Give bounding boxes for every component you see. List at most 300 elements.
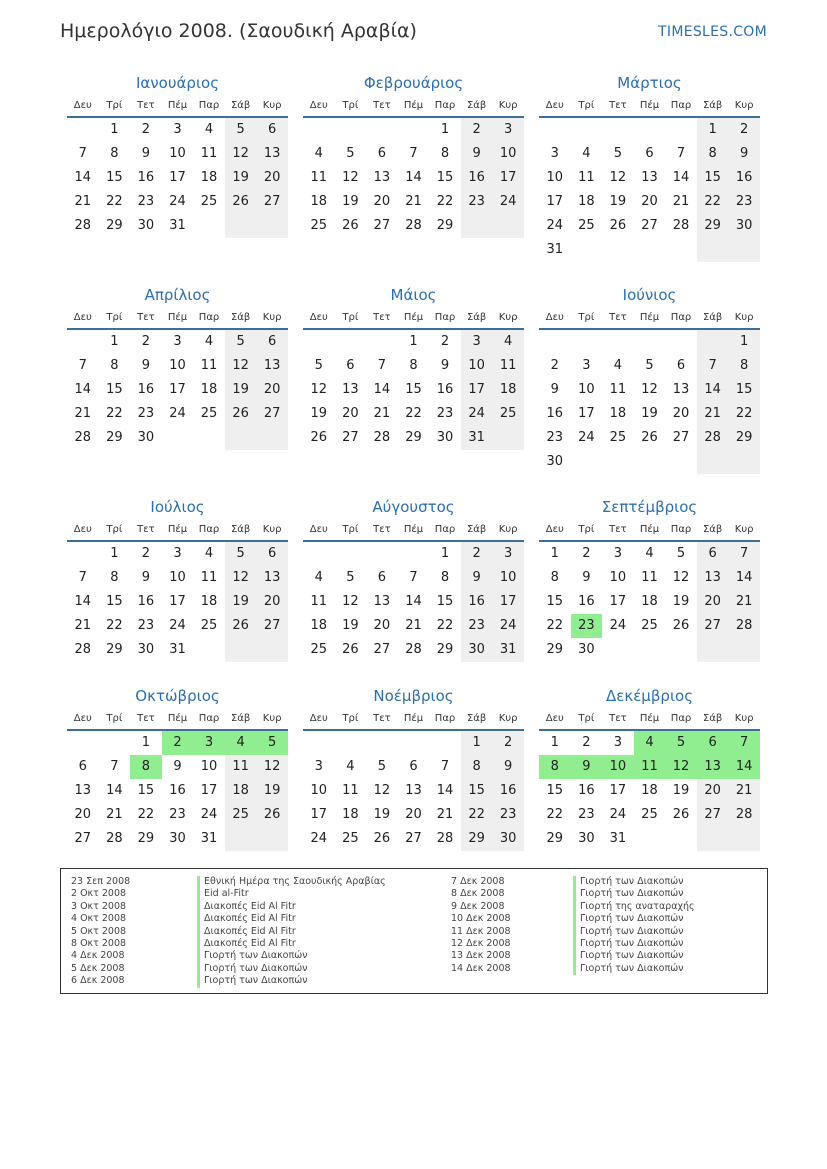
day-cell[interactable]: 13 [373,170,391,185]
day-cell[interactable]: 9 [141,358,151,373]
day-cell[interactable]: 6 [697,542,729,566]
day-cell[interactable]: 17 [578,406,595,421]
day-cell[interactable]: 5 [346,146,355,161]
day-cell[interactable]: 11 [342,783,359,798]
day-cell[interactable]: 1 [461,731,493,755]
day-cell[interactable]: 8 [440,146,450,161]
day-cell[interactable]: 27 [256,190,288,214]
day-cell[interactable]: 1 [110,334,119,349]
day-cell[interactable]: 24 [169,194,186,209]
holiday-day-cell[interactable]: 2 [162,731,194,755]
day-cell[interactable]: 2 [728,118,760,142]
day-cell[interactable]: 15 [546,783,564,798]
day-cell[interactable]: 1 [141,735,151,750]
day-cell[interactable]: 26 [609,218,627,233]
day-cell[interactable]: 11 [641,570,658,585]
day-cell[interactable]: 10 [578,382,595,397]
day-cell[interactable]: 1 [550,735,559,750]
day-cell[interactable]: 16 [578,594,595,609]
day-cell[interactable]: 15 [728,378,760,402]
day-cell[interactable]: 28 [74,218,92,233]
day-cell[interactable]: 31 [546,242,564,257]
day-cell[interactable]: 7 [440,759,450,774]
day-cell[interactable]: 29 [106,642,123,657]
day-cell[interactable]: 30 [578,642,595,657]
day-cell[interactable]: 23 [137,406,155,421]
day-cell[interactable]: 26 [342,642,359,657]
day-cell[interactable]: 7 [728,542,760,566]
day-cell[interactable]: 10 [200,759,218,774]
day-cell[interactable]: 9 [173,759,182,774]
day-cell[interactable]: 2 [141,546,151,561]
day-cell[interactable]: 11 [200,570,218,585]
day-cell[interactable]: 26 [225,190,257,214]
day-cell[interactable]: 20 [373,194,391,209]
day-cell[interactable]: 14 [728,566,760,590]
day-cell[interactable]: 11 [578,170,595,185]
day-cell[interactable]: 6 [645,146,654,161]
day-cell[interactable]: 9 [141,570,151,585]
day-cell[interactable]: 22 [106,194,123,209]
day-cell[interactable]: 22 [697,190,729,214]
day-cell[interactable]: 15 [137,783,155,798]
day-cell[interactable]: 20 [697,590,729,614]
day-cell[interactable]: 26 [641,430,658,445]
day-cell[interactable]: 7 [78,358,87,373]
day-cell[interactable]: 20 [256,378,288,402]
day-cell[interactable]: 16 [137,594,155,609]
day-cell[interactable]: 26 [373,831,391,846]
day-cell[interactable]: 4 [314,570,323,585]
day-cell[interactable]: 11 [225,755,257,779]
day-cell[interactable]: 27 [641,218,658,233]
day-cell[interactable]: 14 [74,382,92,397]
day-cell[interactable]: 2 [461,118,493,142]
day-cell[interactable]: 20 [373,618,391,633]
day-cell[interactable]: 25 [342,831,359,846]
day-cell[interactable]: 8 [461,755,493,779]
day-cell[interactable]: 22 [546,618,564,633]
day-cell[interactable]: 17 [169,382,186,397]
day-cell[interactable]: 23 [578,807,595,822]
day-cell[interactable]: 9 [461,566,493,590]
day-cell[interactable]: 3 [173,546,182,561]
day-cell[interactable]: 19 [672,594,690,609]
day-cell[interactable]: 31 [200,831,218,846]
day-cell[interactable]: 29 [697,214,729,238]
day-cell[interactable]: 7 [697,354,729,378]
day-cell[interactable]: 21 [74,618,92,633]
day-cell[interactable]: 24 [169,406,186,421]
day-cell[interactable]: 17 [492,590,524,614]
day-cell[interactable]: 20 [697,779,729,803]
day-cell[interactable]: 8 [110,358,119,373]
day-cell[interactable]: 21 [74,194,92,209]
day-cell[interactable]: 10 [169,358,186,373]
day-cell[interactable]: 18 [310,618,328,633]
day-cell[interactable]: 18 [342,807,359,822]
day-cell[interactable]: 12 [672,570,690,585]
day-cell[interactable]: 9 [582,570,591,585]
day-cell[interactable]: 1 [110,122,119,137]
day-cell[interactable]: 12 [225,354,257,378]
day-cell[interactable]: 22 [436,618,454,633]
day-cell[interactable]: 30 [169,831,186,846]
day-cell[interactable]: 9 [550,382,559,397]
day-cell[interactable]: 16 [578,783,595,798]
day-cell[interactable]: 27 [697,803,729,827]
holiday-day-cell[interactable]: 4 [634,731,666,755]
day-cell[interactable]: 28 [106,831,123,846]
day-cell[interactable]: 3 [613,546,623,561]
day-cell[interactable]: 18 [225,779,257,803]
day-cell[interactable]: 19 [342,618,359,633]
day-cell[interactable]: 25 [225,803,257,827]
day-cell[interactable]: 13 [672,382,690,397]
day-cell[interactable]: 16 [461,590,493,614]
day-cell[interactable]: 17 [200,783,218,798]
day-cell[interactable]: 29 [106,218,123,233]
day-cell[interactable]: 17 [169,594,186,609]
day-cell[interactable]: 23 [436,406,454,421]
day-cell[interactable]: 16 [137,170,155,185]
day-cell[interactable]: 13 [641,170,658,185]
day-cell[interactable]: 16 [492,779,524,803]
day-cell[interactable]: 12 [256,755,288,779]
day-cell[interactable]: 29 [405,430,422,445]
holiday-day-cell[interactable]: 13 [697,755,729,779]
day-cell[interactable]: 27 [256,402,288,426]
day-cell[interactable]: 25 [641,807,658,822]
day-cell[interactable]: 24 [310,831,328,846]
day-cell[interactable]: 18 [609,406,627,421]
day-cell[interactable]: 1 [440,546,450,561]
day-cell[interactable]: 20 [405,807,422,822]
day-cell[interactable]: 1 [728,330,760,354]
day-cell[interactable]: 16 [461,166,493,190]
day-cell[interactable]: 30 [137,642,155,657]
day-cell[interactable]: 13 [697,566,729,590]
day-cell[interactable]: 4 [314,146,323,161]
day-cell[interactable]: 17 [609,594,627,609]
day-cell[interactable]: 17 [609,783,627,798]
day-cell[interactable]: 13 [74,783,92,798]
day-cell[interactable]: 27 [74,831,92,846]
day-cell[interactable]: 30 [728,214,760,238]
day-cell[interactable]: 21 [728,779,760,803]
day-cell[interactable]: 13 [405,783,422,798]
day-cell[interactable]: 20 [672,406,690,421]
day-cell[interactable]: 14 [74,594,92,609]
day-cell[interactable]: 2 [141,122,151,137]
day-cell[interactable]: 5 [225,542,257,566]
day-cell[interactable]: 21 [728,590,760,614]
day-cell[interactable]: 10 [169,570,186,585]
day-cell[interactable]: 25 [310,642,328,657]
day-cell[interactable]: 18 [200,170,218,185]
day-cell[interactable]: 19 [256,779,288,803]
day-cell[interactable]: 19 [225,378,257,402]
day-cell[interactable]: 3 [461,330,493,354]
day-cell[interactable]: 6 [78,759,87,774]
holiday-day-cell[interactable]: 4 [225,731,257,755]
day-cell[interactable]: 8 [110,570,119,585]
day-cell[interactable]: 4 [492,330,524,354]
day-cell[interactable]: 22 [137,807,155,822]
day-cell[interactable]: 25 [310,218,328,233]
day-cell[interactable]: 7 [110,759,119,774]
day-cell[interactable]: 1 [110,546,119,561]
day-cell[interactable]: 18 [492,378,524,402]
day-cell[interactable]: 24 [461,402,493,426]
day-cell[interactable]: 28 [436,831,454,846]
day-cell[interactable]: 19 [342,194,359,209]
day-cell[interactable]: 30 [137,218,155,233]
day-cell[interactable]: 21 [697,402,729,426]
day-cell[interactable]: 26 [342,218,359,233]
day-cell[interactable]: 19 [609,194,627,209]
day-cell[interactable]: 24 [609,618,627,633]
day-cell[interactable]: 31 [169,642,186,657]
day-cell[interactable]: 17 [310,807,328,822]
day-cell[interactable]: 22 [728,402,760,426]
day-cell[interactable]: 30 [546,454,564,469]
day-cell[interactable]: 27 [373,218,391,233]
holiday-day-cell[interactable]: 8 [130,755,162,779]
day-cell[interactable]: 10 [461,354,493,378]
day-cell[interactable]: 12 [310,382,328,397]
day-cell[interactable]: 6 [256,330,288,354]
day-cell[interactable]: 21 [672,194,690,209]
day-cell[interactable]: 7 [377,358,387,373]
day-cell[interactable]: 11 [200,358,218,373]
holiday-day-cell[interactable]: 6 [697,731,729,755]
day-cell[interactable]: 3 [492,118,524,142]
day-cell[interactable]: 29 [461,827,493,851]
day-cell[interactable]: 8 [110,146,119,161]
day-cell[interactable]: 20 [74,807,92,822]
day-cell[interactable]: 20 [256,590,288,614]
day-cell[interactable]: 19 [672,783,690,798]
day-cell[interactable]: 29 [728,426,760,450]
day-cell[interactable]: 14 [405,170,422,185]
day-cell[interactable]: 11 [492,354,524,378]
day-cell[interactable]: 14 [405,594,422,609]
day-cell[interactable]: 7 [78,146,87,161]
day-cell[interactable]: 15 [106,382,123,397]
day-cell[interactable]: 3 [613,735,623,750]
day-cell[interactable]: 10 [169,146,186,161]
day-cell[interactable]: 20 [256,166,288,190]
day-cell[interactable]: 13 [373,594,391,609]
holiday-day-cell[interactable]: 5 [665,731,697,755]
day-cell[interactable]: 2 [440,334,450,349]
day-cell[interactable]: 9 [728,142,760,166]
day-cell[interactable]: 3 [173,122,182,137]
day-cell[interactable]: 3 [173,334,182,349]
day-cell[interactable]: 8 [409,358,418,373]
day-cell[interactable]: 9 [141,146,151,161]
day-cell[interactable]: 24 [578,430,595,445]
day-cell[interactable]: 1 [440,122,450,137]
day-cell[interactable]: 5 [676,546,686,561]
day-cell[interactable]: 14 [106,783,123,798]
day-cell[interactable]: 22 [106,618,123,633]
day-cell[interactable]: 17 [546,194,564,209]
day-cell[interactable]: 14 [373,382,391,397]
day-cell[interactable]: 13 [256,566,288,590]
day-cell[interactable]: 14 [74,170,92,185]
day-cell[interactable]: 18 [200,594,218,609]
day-cell[interactable]: 5 [346,570,355,585]
day-cell[interactable]: 2 [141,334,151,349]
day-cell[interactable]: 12 [641,382,658,397]
day-cell[interactable]: 1 [697,118,729,142]
day-cell[interactable]: 16 [436,382,454,397]
brand-link[interactable]: TIMESLES.COM [658,24,767,40]
day-cell[interactable]: 6 [377,146,387,161]
day-cell[interactable]: 28 [74,642,92,657]
day-cell[interactable]: 12 [225,566,257,590]
day-cell[interactable]: 9 [461,142,493,166]
day-cell[interactable]: 18 [200,382,218,397]
day-cell[interactable]: 11 [200,146,218,161]
day-cell[interactable]: 3 [582,358,591,373]
day-cell[interactable]: 23 [546,430,564,445]
day-cell[interactable]: 4 [204,334,214,349]
day-cell[interactable]: 4 [582,146,591,161]
day-cell[interactable]: 13 [256,142,288,166]
day-cell[interactable]: 2 [461,542,493,566]
day-cell[interactable]: 31 [609,831,627,846]
day-cell[interactable]: 8 [550,570,559,585]
day-cell[interactable]: 15 [106,170,123,185]
holiday-day-cell[interactable]: 14 [728,755,760,779]
day-cell[interactable]: 21 [74,406,92,421]
day-cell[interactable]: 5 [225,118,257,142]
day-cell[interactable]: 25 [200,194,218,209]
day-cell[interactable]: 21 [405,194,422,209]
day-cell[interactable]: 9 [440,358,450,373]
day-cell[interactable]: 1 [409,334,418,349]
day-cell[interactable]: 2 [550,358,559,373]
day-cell[interactable]: 19 [225,590,257,614]
day-cell[interactable]: 12 [342,594,359,609]
day-cell[interactable]: 22 [461,803,493,827]
day-cell[interactable]: 28 [697,426,729,450]
day-cell[interactable]: 17 [169,170,186,185]
day-cell[interactable]: 14 [672,170,690,185]
day-cell[interactable]: 18 [641,594,658,609]
holiday-day-cell[interactable]: 9 [571,755,603,779]
holiday-day-cell[interactable]: 23 [571,614,603,638]
day-cell[interactable]: 2 [582,735,591,750]
day-cell[interactable]: 3 [314,759,323,774]
day-cell[interactable]: 25 [492,402,524,426]
day-cell[interactable]: 4 [645,546,654,561]
day-cell[interactable]: 6 [256,542,288,566]
day-cell[interactable]: 12 [609,170,627,185]
day-cell[interactable]: 10 [609,570,627,585]
day-cell[interactable]: 28 [728,614,760,638]
day-cell[interactable]: 16 [728,166,760,190]
day-cell[interactable]: 31 [461,426,493,450]
day-cell[interactable]: 15 [405,382,422,397]
day-cell[interactable]: 2 [582,546,591,561]
day-cell[interactable]: 22 [546,807,564,822]
day-cell[interactable]: 23 [728,190,760,214]
day-cell[interactable]: 24 [169,618,186,633]
day-cell[interactable]: 7 [409,146,418,161]
day-cell[interactable]: 16 [137,382,155,397]
holiday-day-cell[interactable]: 8 [539,755,571,779]
day-cell[interactable]: 8 [728,354,760,378]
day-cell[interactable]: 3 [492,542,524,566]
day-cell[interactable]: 28 [405,218,422,233]
holiday-day-cell[interactable]: 5 [256,731,288,755]
day-cell[interactable]: 23 [169,807,186,822]
day-cell[interactable]: 6 [676,358,686,373]
day-cell[interactable]: 24 [200,807,218,822]
day-cell[interactable]: 4 [204,122,214,137]
day-cell[interactable]: 6 [346,358,355,373]
day-cell[interactable]: 11 [310,594,328,609]
day-cell[interactable]: 26 [310,430,328,445]
day-cell[interactable]: 12 [342,170,359,185]
day-cell[interactable]: 29 [546,831,564,846]
day-cell[interactable]: 7 [409,570,418,585]
day-cell[interactable]: 18 [310,194,328,209]
day-cell[interactable]: 22 [436,194,454,209]
day-cell[interactable]: 25 [200,618,218,633]
day-cell[interactable]: 22 [106,406,123,421]
day-cell[interactable]: 24 [492,190,524,214]
holiday-day-cell[interactable]: 3 [193,731,225,755]
day-cell[interactable]: 11 [310,170,328,185]
day-cell[interactable]: 13 [342,382,359,397]
day-cell[interactable]: 11 [609,382,627,397]
day-cell[interactable]: 28 [672,218,690,233]
day-cell[interactable]: 30 [492,827,524,851]
day-cell[interactable]: 4 [613,358,623,373]
day-cell[interactable]: 29 [546,642,564,657]
day-cell[interactable]: 6 [256,118,288,142]
day-cell[interactable]: 27 [256,614,288,638]
day-cell[interactable]: 1 [550,546,559,561]
day-cell[interactable]: 5 [613,146,623,161]
day-cell[interactable]: 15 [106,594,123,609]
day-cell[interactable]: 19 [225,166,257,190]
day-cell[interactable]: 19 [310,406,328,421]
day-cell[interactable]: 25 [609,430,627,445]
day-cell[interactable]: 24 [609,807,627,822]
day-cell[interactable]: 29 [436,642,454,657]
day-cell[interactable]: 27 [373,642,391,657]
day-cell[interactable]: 26 [672,618,690,633]
day-cell[interactable]: 28 [405,642,422,657]
holiday-day-cell[interactable]: 7 [728,731,760,755]
day-cell[interactable]: 26 [672,807,690,822]
day-cell[interactable]: 5 [645,358,654,373]
day-cell[interactable]: 31 [169,218,186,233]
day-cell[interactable]: 27 [405,831,422,846]
day-cell[interactable]: 16 [546,406,564,421]
holiday-day-cell[interactable]: 10 [602,755,634,779]
day-cell[interactable]: 30 [436,430,454,445]
day-cell[interactable]: 5 [225,330,257,354]
day-cell[interactable]: 15 [436,594,454,609]
day-cell[interactable]: 21 [106,807,123,822]
